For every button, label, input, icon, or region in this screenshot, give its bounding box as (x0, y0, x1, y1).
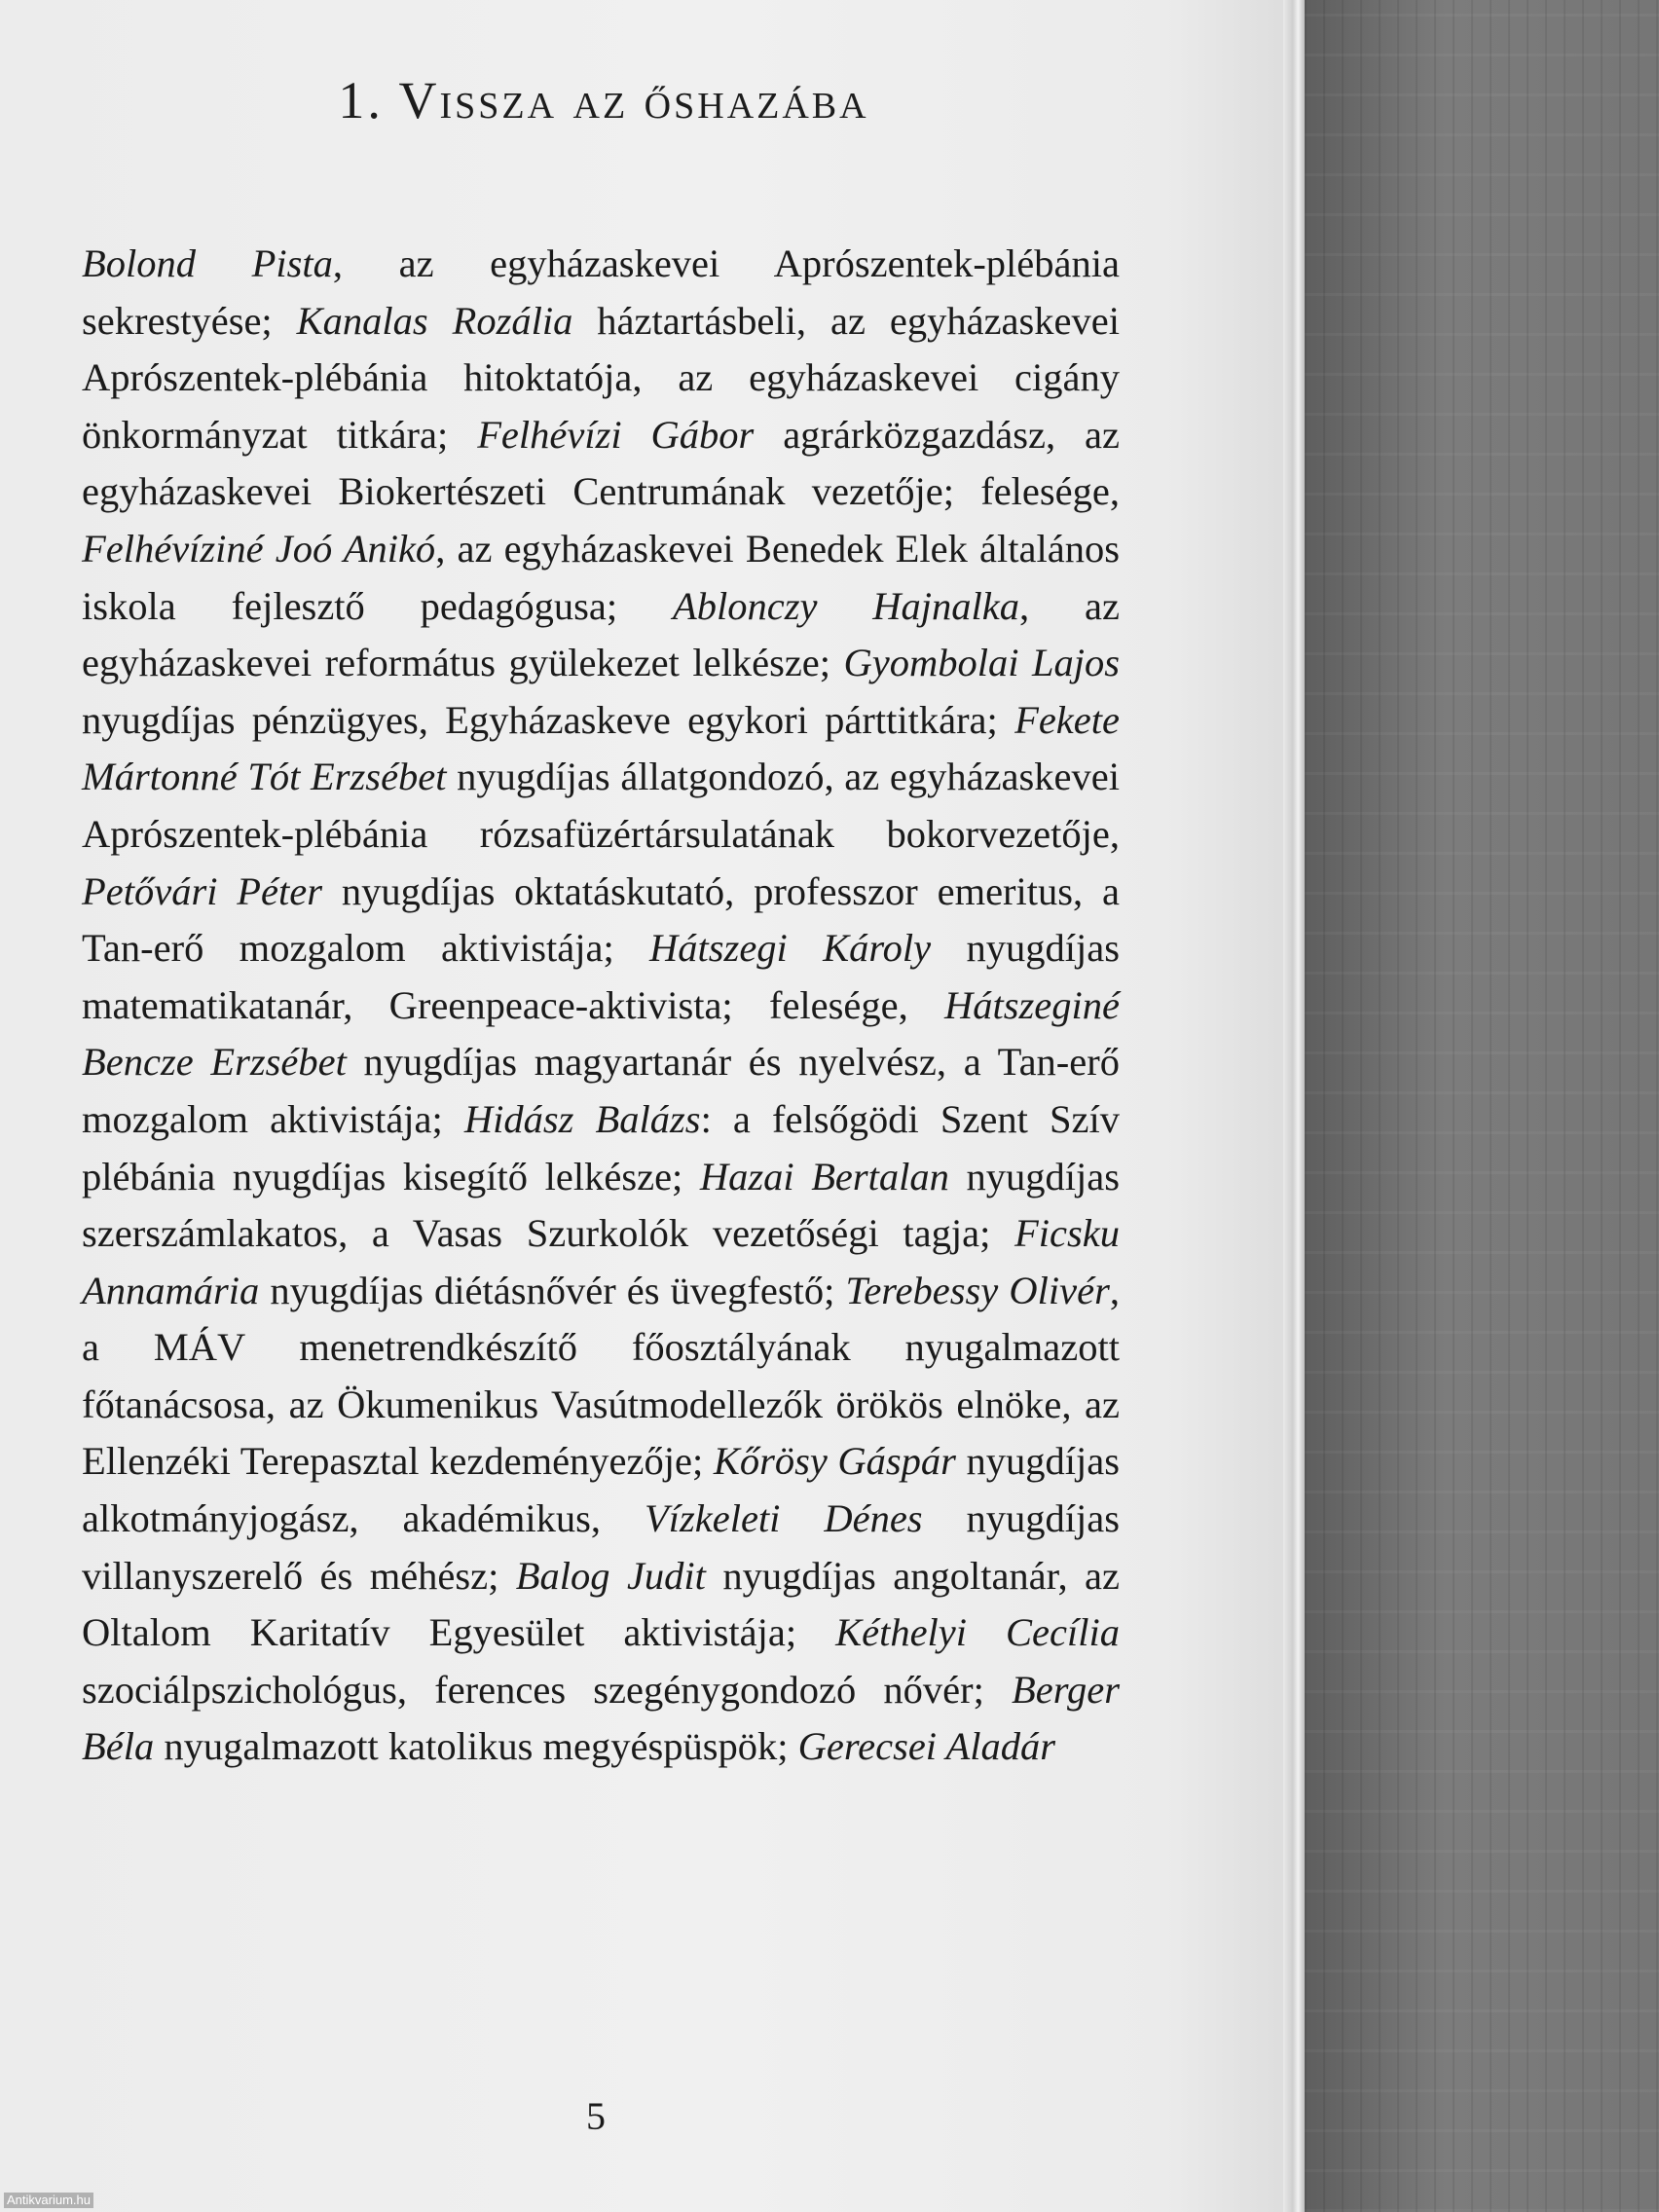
description-text: nyugdíjas oktatáskutató, professzor emeritus, a Tan-erő mozgalom aktivistája; (82, 868, 1120, 971)
description-text: nyugalmazott katolikus megyéspüspök; (154, 1724, 798, 1769)
person-name: Kéthelyi Cecília (835, 1610, 1120, 1655)
description-text: nyugdíjas villanyszerelő és méhész; (82, 1496, 1120, 1598)
description-text: agrárközgazdász, az egyházaskevei Biokertészeti Centrumának vezetője; felesége, (82, 412, 1120, 514)
person-name: Fekete Mártonné Tót Erzsébet (82, 697, 1120, 799)
description-text: , az egyházaskevei Aprószentek-plébánia sekrestyése; (82, 241, 1120, 343)
person-name: Vízkeleti Dénes (644, 1496, 923, 1541)
description-text: , az egyházaskevei Benedek Elek általános iskola fejlesztő pedagógusa; (82, 526, 1120, 628)
chapter-title: 1. Vissza az őshazába (338, 71, 869, 129)
description-text: nyugdíjas angoltanár, az Oltalom Karitatív Egyesület aktivistája; (82, 1553, 1120, 1655)
description-text: , a MÁV menetrendkészítő főosztályának nyugalmazott főtanácsosa, az Ökumenikus Vasútmodellezők örökös elnöke, az Ellenzéki Terepasztal kezdeményezője; (82, 1268, 1120, 1484)
description-text: nyugdíjas diétásnővér és üvegfestő; (259, 1268, 846, 1312)
description-text: : a felsőgödi Szent Szív plébánia nyugdíjas kisegítő lelkésze; (82, 1096, 1120, 1198)
person-name: Hátszeginé Bencze Erzsébet (82, 982, 1120, 1085)
description-text: háztartásbeli, az egyházaskevei Aprószentek-plébánia hitoktatója, az egyházaskevei cigány önkormányzat titkára; (82, 298, 1120, 457)
page-number: 5 (586, 2094, 606, 2138)
watermark-text: Antikvarium.hu (4, 2193, 93, 2208)
description-text: nyugdíjas alkotmányjogász, akadémikus, (82, 1439, 1120, 1541)
person-name: Balog Judit (515, 1553, 706, 1598)
person-name: Ablonczy Hajnalka (672, 583, 1020, 628)
description-text: nyugdíjas matematikatanár, Greenpeace-aktivista; felesége, (82, 926, 1120, 1027)
person-name: Gyombolai Lajos (843, 641, 1121, 685)
description-text: , az egyházaskevei református gyülekezet lelkésze; (82, 583, 1120, 685)
description-text: nyugdíjas szerszámlakatos, a Vasas Szurkolók vezetőségi tagja; (82, 1154, 1120, 1256)
person-name: Gerecsei Aladár (797, 1724, 1055, 1769)
description-text: nyugdíjas magyartanár és nyelvész, a Tan-erő mozgalom aktivistája; (82, 1040, 1120, 1141)
person-name: Petővári Péter (82, 868, 322, 913)
page-edge (1283, 0, 1305, 2212)
person-name: Terebessy Olivér (845, 1268, 1110, 1312)
person-name: Hazai Bertalan (699, 1154, 949, 1198)
body-paragraph (82, 236, 1120, 1776)
person-name: Kanalas Rozália (296, 298, 573, 343)
person-name: Kőrösy Gáspár (713, 1439, 956, 1484)
person-name: Bolond Pista (82, 241, 333, 285)
person-name: Felhévízi Gábor (477, 412, 755, 457)
person-name: Felhévíziné Joó Anikó (82, 526, 436, 571)
person-name: Berger Béla (82, 1667, 1120, 1769)
person-name: Hátszegi Károly (649, 926, 932, 971)
description-text: nyugdíjas állatgondozó, az egyházaskevei Aprószentek-plébánia rózsafüzértársulatának bokorvezetője, (82, 755, 1120, 856)
person-name: Ficsku Annamária (82, 1211, 1120, 1312)
description-text: nyugdíjas pénzügyes, Egyházaskeve egykori párttitkára; (82, 697, 1015, 742)
background-surface (1305, 0, 1659, 2212)
description-text: szociálpszichológus, ferences szegénygondozó nővér; (82, 1667, 1013, 1712)
person-name: Hidász Balázs (463, 1096, 701, 1141)
